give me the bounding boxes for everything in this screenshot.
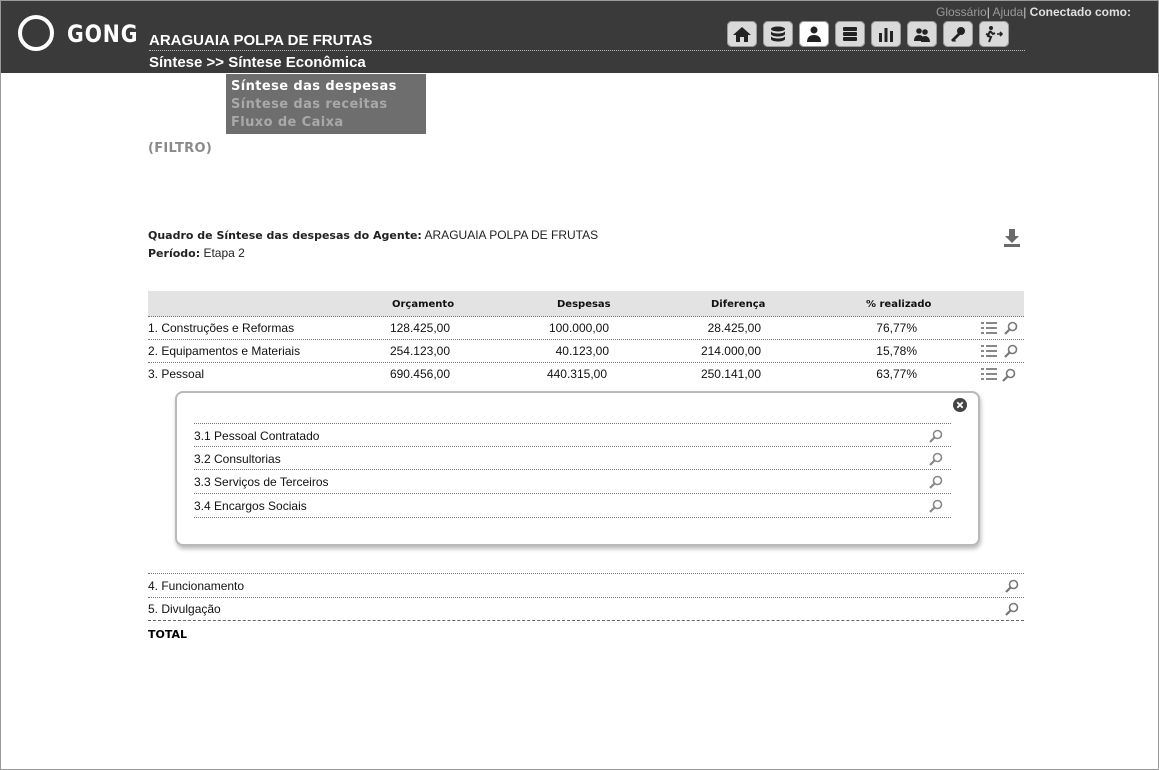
- link-separator: |: [1023, 5, 1027, 19]
- home-icon: [732, 25, 752, 43]
- key-button[interactable]: [943, 21, 973, 47]
- magnifier-icon[interactable]: [1005, 579, 1019, 593]
- row-percent: 15,78%: [876, 344, 917, 358]
- stack-icon: [840, 25, 860, 43]
- home-button[interactable]: [727, 21, 757, 47]
- magnifier-icon[interactable]: [1004, 344, 1018, 358]
- row-percent: 63,77%: [876, 367, 917, 381]
- column-header-expenses: Despesas: [557, 299, 611, 310]
- row-name: 1. Construções e Reformas: [148, 321, 295, 335]
- menu-item-expenses-synthesis[interactable]: Síntese das despesas: [231, 79, 397, 94]
- filter-toggle[interactable]: (FILTRO): [148, 141, 213, 156]
- subitem-row: [194, 493, 951, 516]
- row-expenses: 440.315,00: [546, 367, 607, 381]
- column-header-budget: Orçamento: [392, 299, 455, 310]
- list-icon[interactable]: [981, 321, 997, 335]
- row-name: 2. Equipamentos e Materiais: [148, 344, 301, 358]
- subitem-name: 3.4 Encargos Sociais: [194, 499, 307, 513]
- table-row: [148, 363, 1024, 385]
- total-label: TOTAL: [148, 628, 188, 641]
- column-header-difference: Diferença: [711, 299, 766, 310]
- organization-title: ARAGUAIA POLPA DE FRUTAS: [149, 32, 373, 49]
- breadcrumb: Síntese >> Síntese Econômica: [149, 54, 366, 71]
- magnifier-icon[interactable]: [929, 475, 943, 489]
- subitem-name: 3.1 Pessoal Contratado: [194, 429, 320, 443]
- subitem-bottom-rule: [194, 517, 951, 518]
- period-value: Etapa 2: [203, 246, 245, 260]
- row-name: 3. Pessoal: [148, 367, 205, 381]
- agent-label: Quadro de Síntese das despesas do Agente:: [148, 229, 422, 242]
- period-info: [148, 246, 245, 260]
- agent-info: [148, 228, 598, 242]
- link-separator: |: [986, 5, 990, 19]
- logo-icon: [18, 15, 54, 51]
- menu-item-cash-flow[interactable]: Fluxo de Caixa: [231, 115, 344, 130]
- table-row: [148, 317, 1024, 340]
- glossary-link[interactable]: Glossário: [936, 5, 987, 19]
- row-expenses: 100.000,00: [548, 321, 609, 335]
- subitem-row: [194, 423, 951, 446]
- reports-button[interactable]: [871, 21, 901, 47]
- agent-value: ARAGUAIA POLPA DE FRUTAS: [424, 228, 599, 242]
- subitem-name: 3.2 Consultorias: [194, 452, 281, 466]
- period-label: Período:: [148, 247, 201, 260]
- close-icon[interactable]: [953, 398, 967, 412]
- users-button[interactable]: [907, 21, 937, 47]
- magnifier-icon[interactable]: [1005, 602, 1019, 616]
- key-icon: [948, 25, 968, 43]
- connected-as-label: Conectado como:: [1029, 5, 1131, 19]
- total-divider: [148, 620, 1024, 621]
- top-header: [1, 1, 1158, 73]
- row-percent: 76,77%: [876, 321, 917, 335]
- row-difference: 214.000,00: [700, 344, 761, 358]
- subitem-row: [194, 446, 951, 469]
- help-link[interactable]: Ajuda: [992, 5, 1024, 19]
- row-difference: 28.425,00: [707, 321, 761, 335]
- download-icon[interactable]: [1002, 228, 1022, 248]
- table-row: [148, 598, 1024, 620]
- table-header: [148, 291, 1024, 317]
- row-difference: 250.141,00: [700, 367, 761, 381]
- database-icon: [768, 25, 788, 43]
- header-divider: [149, 50, 1025, 51]
- row-budget: 128.425,00: [389, 321, 450, 335]
- subitem-row: [194, 469, 951, 492]
- exit-icon: [984, 25, 1004, 43]
- table-row: [148, 340, 1024, 363]
- magnifier-icon[interactable]: [1002, 368, 1016, 382]
- magnifier-icon[interactable]: [929, 429, 943, 443]
- magnifier-icon[interactable]: [929, 499, 943, 513]
- row-name: 5. Divulgação: [148, 602, 221, 616]
- list-icon[interactable]: [981, 344, 997, 358]
- exit-button[interactable]: [979, 21, 1009, 47]
- magnifier-icon[interactable]: [929, 452, 943, 466]
- user-button[interactable]: [799, 21, 829, 47]
- user-icon: [804, 25, 824, 43]
- main-icon-bar: [727, 21, 1009, 47]
- subitems-popup: [175, 391, 980, 546]
- menu-item-revenue-synthesis[interactable]: Síntese das receitas: [231, 97, 388, 112]
- row-budget: 690.456,00: [389, 367, 450, 381]
- list-icon[interactable]: [981, 367, 997, 381]
- top-links: [936, 5, 1131, 19]
- bar-chart-icon: [876, 25, 896, 43]
- row-budget: 254.123,00: [389, 344, 450, 358]
- database-button[interactable]: [763, 21, 793, 47]
- row-expenses: 40.123,00: [555, 344, 609, 358]
- table-row: [148, 573, 1024, 598]
- subitem-name: 3.3 Serviços de Terceiros: [194, 475, 329, 489]
- column-header-percent-realized: % realizado: [866, 299, 932, 310]
- magnifier-icon[interactable]: [1004, 321, 1018, 335]
- synthesis-submenu: [226, 74, 426, 134]
- users-icon: [912, 25, 932, 43]
- stack-button[interactable]: [835, 21, 865, 47]
- logo-text: GONG: [67, 20, 139, 48]
- row-name: 4. Funcionamento: [148, 579, 245, 593]
